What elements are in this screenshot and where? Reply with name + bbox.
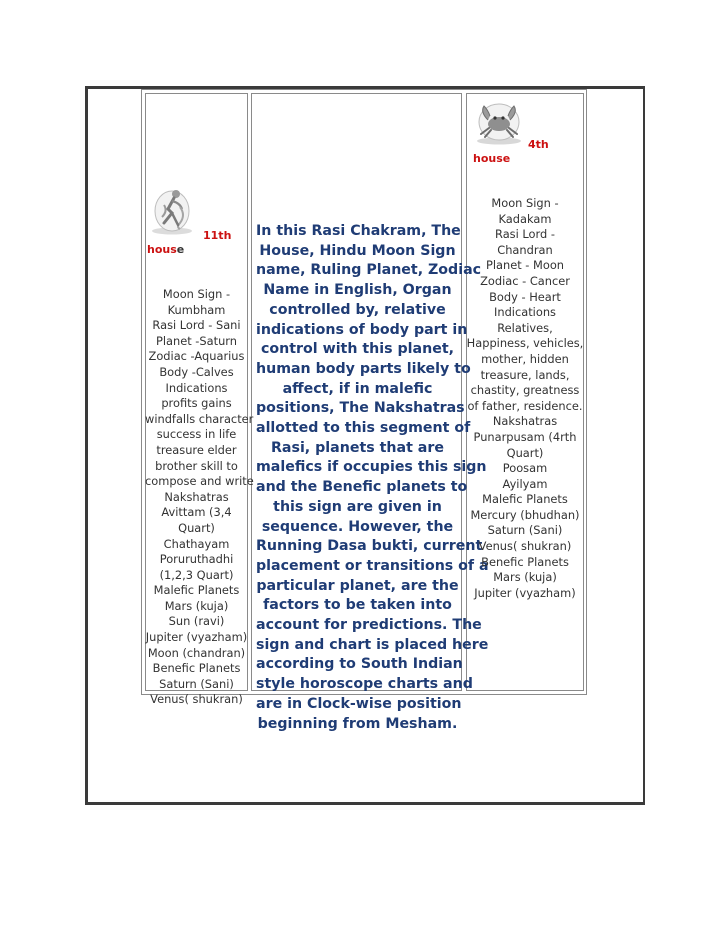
left-house-word-tail: e (176, 243, 185, 256)
explanation-line: factors to be taken into (263, 597, 452, 614)
left-detail-line: compose and write (145, 474, 254, 489)
explanation-line: account for predictions. The (256, 617, 482, 634)
right-detail-line: Punarpusam (4rth (473, 429, 577, 444)
right-detail-line: Rasi Lord - (495, 227, 555, 242)
chart-explanation (256, 222, 489, 734)
left-detail-line: Rasi Lord - Sani (152, 318, 241, 333)
explanation-line: particular planet, are the (256, 577, 459, 594)
right-detail-line: Mars (kuja) (493, 570, 557, 585)
left-detail-line: Benefic Planets (152, 661, 241, 676)
left-house-number: 11th (203, 229, 232, 242)
right-detail-line: Body - Heart (489, 289, 561, 304)
explanation-line: control with this planet, (261, 341, 454, 358)
left-detail-line: Poruruthadhi (159, 552, 234, 567)
explanation-line: according to South Indian (256, 656, 463, 673)
right-detail-line: Zodiac - Cancer (480, 273, 570, 288)
left-detail-line: Moon (chandran) (147, 645, 246, 660)
explanation-line: malefics if occupies this sign (256, 459, 487, 476)
right-detail-line: Jupiter (vyazham) (474, 585, 576, 600)
left-detail-line: Jupiter (vyazham) (145, 630, 248, 645)
left-detail-line: Venus( shukran) (150, 692, 243, 707)
left-house-word-main: hous (147, 243, 177, 256)
explanation-line: this sign are given in (273, 498, 442, 515)
right-house-details (466, 196, 584, 601)
left-detail-line: Mars (kuja) (164, 598, 229, 613)
right-detail-line: treasure, lands, (480, 367, 570, 382)
right-detail-line: Relatives, (497, 320, 553, 335)
right-detail-line: Poosam (502, 461, 548, 476)
explanation-line: are in Clock-wise position (256, 695, 462, 712)
right-detail-line: Benefic Planets (481, 554, 569, 569)
right-detail-line: Chandran (497, 242, 553, 257)
explanation-line: and the Benefic planets to (256, 479, 468, 496)
right-house-number: 4th (528, 138, 549, 151)
explanation-line: placement or transitions of a (256, 557, 489, 574)
explanation-line: controlled by, relative (269, 301, 446, 318)
explanation-line: beginning from Mesham. (257, 715, 458, 732)
cancer-crab-icon (474, 100, 524, 146)
explanation-line: Running Dasa bukti, current (256, 538, 483, 555)
explanation-line: sequence. However, the (261, 518, 454, 535)
right-house-word: house (473, 152, 511, 165)
left-detail-line: Indications (165, 380, 228, 395)
left-detail-line: Moon Sign - (162, 287, 231, 301)
right-detail-line: Saturn (Sani) (487, 523, 563, 538)
right-detail-line: Planet - Moon (485, 258, 565, 273)
left-detail-line: Body -Calves (159, 364, 234, 379)
right-detail-line: Nakshatras (492, 414, 558, 429)
explanation-line: In this Rasi Chakram, The (256, 223, 461, 239)
explanation-line: human body parts likely to (256, 360, 471, 377)
left-detail-line: success in life (156, 427, 237, 442)
left-detail-line: Quart) (178, 520, 215, 535)
right-detail-line: Happiness, vehicles, (466, 336, 584, 351)
right-detail-line: Ayilyam (502, 476, 548, 491)
explanation-line: Name in English, Organ (263, 282, 452, 299)
aquarius-water-bearer-icon (150, 185, 196, 235)
left-house-word (147, 243, 184, 256)
explanation-line: indications of body part in (256, 321, 468, 338)
left-detail-line: Malefic Planets (153, 583, 240, 598)
left-detail-line: windfalls character (145, 411, 254, 426)
explanation-line: name, Ruling Planet, Zodiac (256, 262, 482, 279)
left-detail-line: treasure elder (156, 442, 237, 457)
left-detail-line: profits gains (161, 396, 232, 411)
left-detail-line: Chathayam (163, 536, 230, 551)
right-detail-line: Moon Sign - (491, 196, 559, 210)
left-detail-line: brother skill to (155, 458, 238, 473)
left-detail-line: Zodiac -Aquarius (148, 349, 245, 364)
explanation-line: allotted to this segment of (256, 420, 471, 437)
explanation-line: Rasi, planets that are (271, 439, 444, 456)
right-detail-line: Venus( shukran) (478, 539, 572, 554)
right-detail-line: chastity, greatness (470, 383, 580, 398)
left-detail-line: Sun (ravi) (168, 614, 225, 629)
right-detail-line: Mercury (bhudhan) (470, 507, 580, 522)
left-house-details (145, 287, 254, 708)
right-detail-line: Kadakam (498, 211, 552, 226)
left-detail-line: Avittam (3,4 (161, 505, 232, 520)
explanation-line: affect, if in malefic (282, 380, 433, 397)
right-detail-line: Indications (494, 305, 556, 320)
explanation-line: sign and chart is placed here (256, 636, 489, 653)
left-detail-line: Saturn (Sani) (159, 676, 234, 691)
left-detail-line: Kumbham (167, 302, 226, 317)
explanation-line: House, Hindu Moon Sign (259, 242, 456, 259)
explanation-line: positions, The Nakshatras (256, 400, 465, 417)
left-detail-line: Planet -Saturn (155, 333, 238, 348)
right-detail-line: Malefic Planets (482, 492, 568, 507)
left-detail-line: Nakshatras (164, 489, 229, 504)
right-detail-line: Quart) (506, 445, 544, 460)
right-detail-line: of father, residence. (467, 398, 583, 413)
left-detail-line: (1,2,3 Quart) (159, 567, 234, 582)
right-detail-line: mother, hidden (481, 351, 569, 366)
explanation-line: style horoscope charts and (256, 676, 473, 693)
